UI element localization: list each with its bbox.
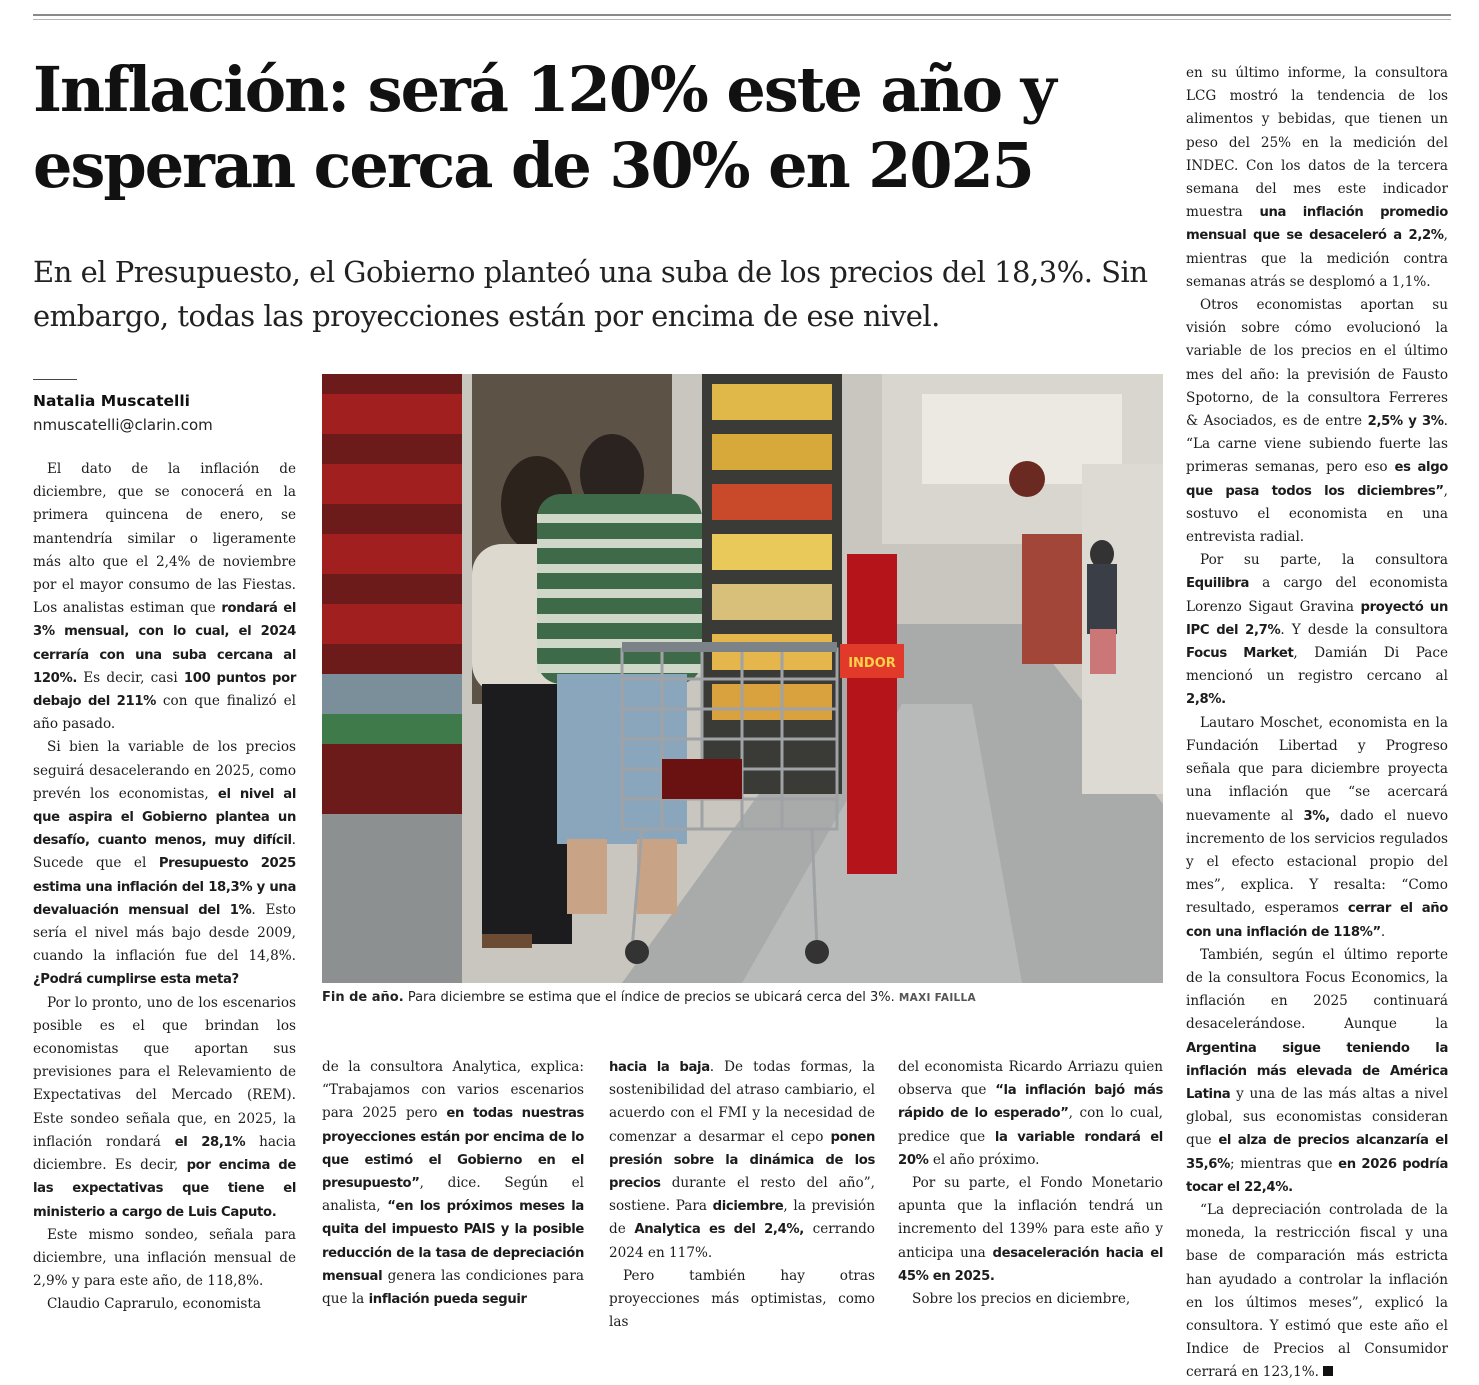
bold-run: hacia la baja [609, 1060, 710, 1075]
text-run: Otros economistas aportan su visión sobre cómo evolucionó la variable de los precios en el último mes del año: la previsión de Fausto Spotorno, de la consultora Ferreres & Asociados, es de entre [1186, 297, 1448, 430]
bold-run: Argentina sigue teniendo la inflación más elevada de América Latina [1186, 1040, 1448, 1102]
text-run: a cargo del economista Lorenzo Sigaut Gravina [1186, 575, 1448, 615]
bold-run: es algo que pasa todos los diciembres” [1186, 460, 1448, 499]
article-paragraph [1186, 62, 1448, 294]
shelf-sign-text: INDOR [848, 656, 896, 671]
bold-run: “en los próximos meses la quita del impuesto PAIS y la posible reducción de la tasa de depreciación mensual [322, 1199, 584, 1284]
text-run: Es decir, casi [77, 669, 184, 686]
article-paragraph [1186, 294, 1448, 549]
subhead: En el Presupuesto, el Gobierno planteó una suba de los precios del 18,3%. Sin embargo, todas las proyecciones están por encima de ese nivel. [33, 255, 1148, 333]
text-run: , mientras que la medición contra semanas atrás se desplomó a 1,1%. [1186, 227, 1448, 290]
text-run: Por su parte, la consultora [1200, 552, 1448, 569]
author-email[interactable]: nmuscatelli@clarin.com [33, 416, 213, 434]
article-paragraph [609, 1265, 875, 1335]
bold-run: Presupuesto 2025 estima una inflación del 18,3% y una devaluación mensual del 1% [33, 856, 296, 918]
text-run: . De todas formas, la sostenibilidad del atraso cambiario, el acuerdo con el FMI y la necesidad de comenzar a desarmar el cepo [609, 1059, 875, 1145]
text-run: Sobre los precios en diciembre, [912, 1291, 1131, 1308]
article-column-5 [1186, 62, 1448, 1385]
end-of-article-mark [1323, 1366, 1333, 1376]
bold-run: 2,8%. [1186, 692, 1226, 708]
bold-run: proyectó un IPC del 2,7% [1186, 599, 1448, 638]
text-run: , Damián Di Pace mencionó un registro cercano al [1186, 645, 1449, 685]
bold-run: Analytica es del 2,4%, [634, 1222, 804, 1238]
text-run: Por su parte, el Fondo Monetario apunta que la inflación tendrá un incremento del 139% para este año y anticipa una [898, 1175, 1163, 1261]
text-run: Si bien la variable de los precios seguirá desacelerando en 2025, como prevén los economistas, [33, 739, 296, 802]
article-column-3 [609, 1056, 875, 1334]
headline: Inflación: será 120% este año y esperan cerca de 30% en 2025 [33, 53, 1055, 202]
bold-run: 3%, [1303, 808, 1330, 824]
bold-run: el nivel al que aspira el Gobierno plantea un desafío, cuanto menos, muy difícil [33, 786, 296, 849]
top-rule [33, 14, 1451, 16]
article-paragraph [1186, 1199, 1448, 1385]
bold-run: en todas nuestras proyecciones están por encima de lo que estimó el Gobierno en el presupuesto” [322, 1106, 584, 1192]
article-paragraph [322, 1056, 584, 1311]
bold-run: Equilibra [1186, 576, 1250, 592]
photo-caption [322, 990, 1163, 1005]
text-run: en su último informe, la consultora LCG mostró la tendencia de los alimentos y bebidas, que tienen un peso del 25% en la medición del INDEC. Con los datos de la tercera semana del mes este indicador muestra [1186, 65, 1448, 221]
caption-text: Para diciembre se estima que el índice de precios se ubicará cerca del 3%. [407, 990, 895, 1005]
top-rule-secondary [33, 19, 1451, 20]
article-paragraph [609, 1056, 875, 1265]
author-name: Natalia Muscatelli [33, 392, 190, 410]
text-run: cerrando 2024 en 117%. [609, 1221, 875, 1261]
text-run: . Esto sería el nivel más bajo desde 2009, cuando la inflación fue del 14,8%. [33, 901, 296, 965]
bold-run: en 2026 podría tocar el 22,4%. [1186, 1156, 1449, 1195]
article-paragraph [898, 1056, 1163, 1172]
text-run: , dice. Según el analista, [322, 1175, 584, 1215]
text-run: , sostuvo el economista en una entrevista radial. [1186, 482, 1448, 546]
text-run: Por lo pronto, uno de los escenarios posible es el que brindan los economistas que aportan sus previsiones para el Relevamiento de Expectativas del Mercado (REM). Este sondeo señala que, en 2025, la inflación rondará [33, 994, 296, 1150]
bold-run: una inflación promedio mensual que se desaceleró a 2,2% [1186, 205, 1448, 244]
text-run: , la previsión de [609, 1198, 875, 1238]
article-paragraph [1186, 712, 1448, 944]
article-paragraph [33, 992, 296, 1224]
article-paragraph [33, 736, 296, 991]
bold-run: la variable rondará el 20% [898, 1129, 1163, 1168]
photo-credit: MAXI FAILLA [898, 992, 976, 1004]
bold-run: “la inflación bajó más rápido de lo esperado” [898, 1083, 1163, 1122]
article-paragraph [33, 1293, 296, 1316]
article-paragraph [898, 1288, 1163, 1311]
bold-run: ¿Podrá cumplirse esta meta? [33, 972, 239, 988]
bold-run: desaceleración hacia el 45% en 2025. [898, 1245, 1163, 1284]
text-run: . [1380, 923, 1386, 940]
text-run: Lautaro Moschet, economista en la Fundación Libertad y Progreso señala que para diciembre proyecta una inflación que “se acercará nuevamente al [1186, 714, 1448, 824]
text-run: durante el resto del año”, sostiene. Para [609, 1175, 875, 1215]
text-run: , con lo cual, predice que [898, 1105, 1163, 1145]
text-run: y una de las más altas a nivel global, sus economistas consideran que [1186, 1085, 1448, 1149]
bold-run: inflación pueda seguir [368, 1292, 527, 1308]
text-run: de la consultora Analytica, explica: “Trabajamos con varios escenarios para 2025 pero [322, 1059, 584, 1122]
text-run: dado el nuevo incremento de los servicios regulados y el efecto estacional propio del mes”, explica. Y resalta: “Como resultado, esperamos [1186, 807, 1448, 917]
article-column-2 [322, 1056, 584, 1311]
text-run: . Sucede que el [33, 832, 296, 872]
text-run: “La depreciación controlada de la moneda, la restricción fiscal y una base de comparación más estricta han ayudado a controlar la inflación en los últimos meses”, explicó la consultora. Y estimó que este año el Indice de Precios al Consumidor cerrará en 123,1%. [1186, 1201, 1448, 1381]
article-column-1 [33, 458, 296, 1317]
text-run: genera las condiciones para que la [322, 1267, 584, 1308]
article-paragraph [1186, 549, 1448, 711]
text-run: . Y desde la consultora [1280, 621, 1448, 638]
text-run: También, según el último reporte de la consultora Focus Economics, la inflación en 2025 continuará desacelerándose. Aunque la [1186, 946, 1448, 1033]
text-run: El dato de la inflación de diciembre, que se conocerá en la primera quincena de enero, se mantendría similar o ligeramente más alto que el 2,4% de noviembre por el mayor consumo de las Fiestas. Los analistas estiman que [33, 461, 296, 617]
photo-illustration [322, 374, 1163, 983]
caption-title: Fin de año. [322, 990, 404, 1005]
bold-run: ponen presión sobre la dinámica de los precios [609, 1129, 875, 1192]
bold-run: cerrar el año con una inflación de 118%” [1186, 901, 1448, 940]
text-run: con que finalizó el año pasado. [33, 693, 297, 733]
bold-run: por encima de las expectativas que tiene el ministerio a cargo de Luis Caputo. [33, 1158, 296, 1220]
text-run: del economista Ricardo Arriazu quien observa que [898, 1059, 1163, 1099]
bold-run: 100 puntos por debajo del 211% [33, 670, 296, 710]
article-paragraph [33, 458, 296, 736]
text-run: hacia diciembre. Es decir, [33, 1133, 296, 1174]
text-run: Claudio Caprarulo, economista [47, 1296, 261, 1313]
article-paragraph [33, 1224, 296, 1294]
bold-run: el 28,1% [174, 1134, 246, 1150]
bold-run: el alza de precios alcanzaría el 35,6% [1186, 1133, 1449, 1172]
bold-run: rondará el 3% mensual, con lo cual, el 2024 cerraría con una suba cercana al 120%. [33, 601, 297, 686]
text-run: Pero también hay otras proyecciones más optimistas, como las [609, 1267, 875, 1331]
article-column-4 [898, 1056, 1163, 1311]
text-run: . “La carne viene subiendo fuerte las primeras semanas, pero eso [1186, 413, 1448, 476]
text-run: Este mismo sondeo, señala para diciembre, una inflación mensual de 2,9% y para este año, de 118,8%. [33, 1226, 296, 1290]
byline-rule [33, 379, 77, 380]
text-run: el año próximo. [928, 1151, 1040, 1168]
bold-run: 2,5% y 3% [1367, 414, 1444, 430]
text-run: ; mientras que [1230, 1155, 1339, 1172]
bold-run: diciembre [712, 1199, 784, 1215]
bold-run: Focus Market [1186, 646, 1294, 662]
supermarket-photo [322, 374, 1163, 983]
article-paragraph [898, 1172, 1163, 1288]
article-paragraph [1186, 944, 1448, 1199]
